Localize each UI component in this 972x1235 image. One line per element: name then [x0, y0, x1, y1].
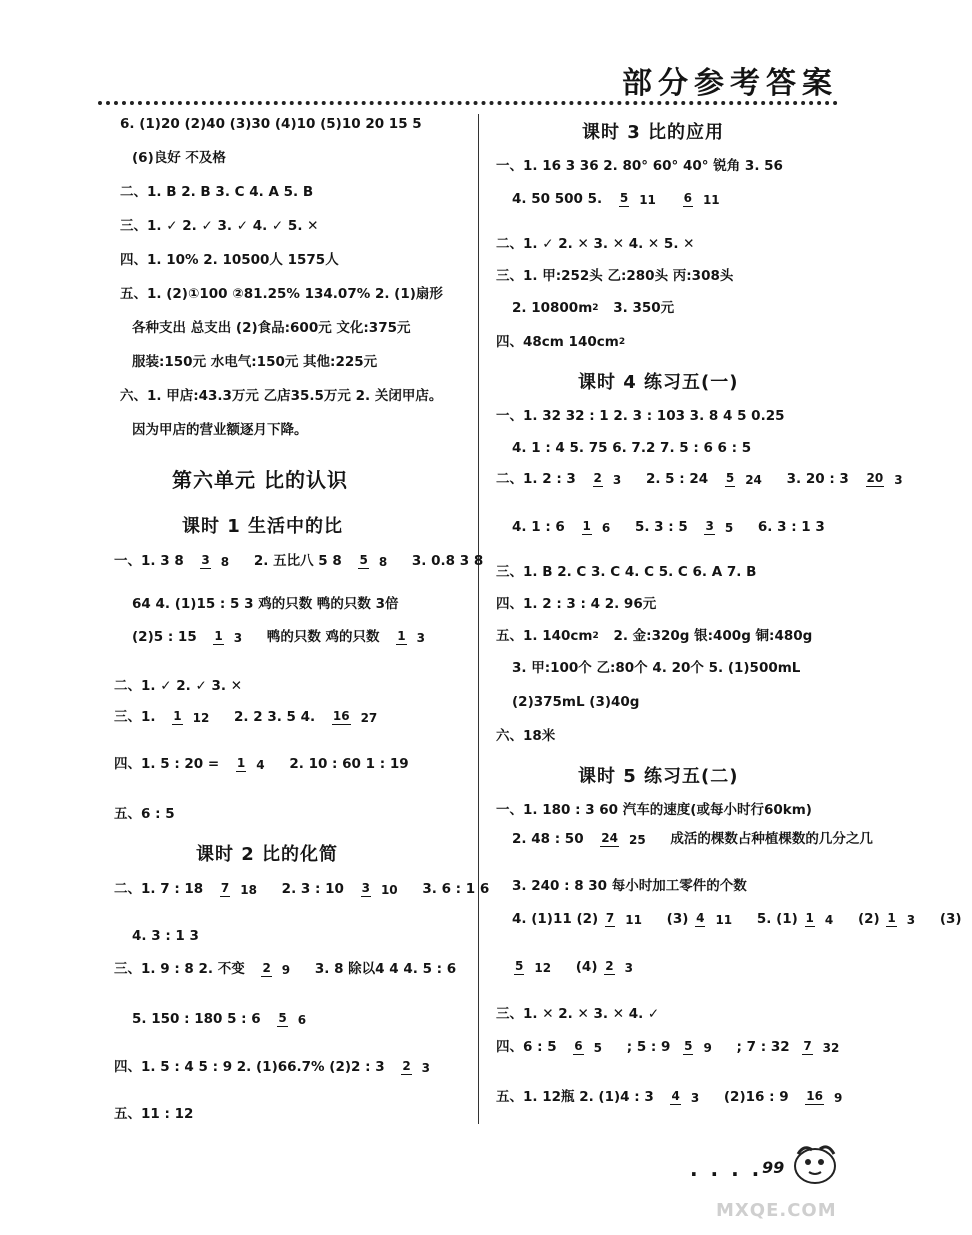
- answer-line: 3. 240 : 8 30 每小时加工零件的个数: [512, 878, 747, 894]
- answer-line: 各种支出 总支出 (2)食品:600元 文化:375元: [132, 320, 411, 336]
- answer-line: 四、1. 5 : 4 5 : 9 2. (1)66.7% (2)2 : 3 2 3: [114, 1060, 450, 1075]
- answer-line: 六、1. 甲店:43.3万元 乙店35.5万元 2. 关闭甲店。: [120, 388, 443, 404]
- answer-line: 三、1. ✕ 2. ✕ 3. ✕ 4. ✓: [496, 1006, 660, 1022]
- answer-line: 六、18米: [496, 728, 556, 744]
- fraction-1-3: 1 3: [397, 629, 425, 645]
- answer-line: 4. 3 : 1 3: [132, 928, 199, 944]
- fraction-5-9: 5 9: [684, 1039, 712, 1055]
- mascot-icon: [790, 1140, 840, 1186]
- fraction-1-12: 1 12: [173, 709, 210, 725]
- fraction-1-4: 1 4: [805, 911, 834, 927]
- answer-line: 服装:150元 水电气:150元 其他:225元: [132, 354, 378, 370]
- answer-line: (2)375mL (3)40g: [512, 694, 640, 710]
- answer-line: 三、1. 甲:252头 乙:280头 丙:308头: [496, 268, 734, 284]
- answer-line: 5 12 (4) 2 3: [512, 960, 653, 975]
- unit-title: 第六单元 比的认识: [172, 468, 348, 492]
- fraction-5-8: 5 8: [359, 553, 388, 569]
- fraction-6-11: 6 11: [683, 191, 720, 207]
- answer-line: 5. 150 : 180 5 : 6 5 6: [132, 1012, 326, 1027]
- fraction-3-8: 3 8: [201, 553, 230, 569]
- answer-line: 3. 甲:100个 乙:80个 4. 20个 5. (1)500mL: [512, 660, 801, 676]
- fraction-7-11: 7 11: [605, 911, 642, 927]
- fraction-1-3: 1 3: [214, 629, 243, 645]
- fraction-2-3: 2 3: [605, 959, 633, 975]
- answer-line: (2)5 : 15 1 3 鸭的只数 鸡的只数 1 3: [132, 630, 445, 645]
- footer-dots: · · · ·: [690, 1162, 763, 1186]
- fraction-6-5: 6 5: [574, 1039, 603, 1055]
- answer-line: 二、1. B 2. B 3. C 4. A 5. B: [120, 184, 314, 200]
- fraction-5-11: 5 11: [619, 191, 656, 207]
- fraction-2-3: 2 3: [593, 471, 622, 487]
- answer-line: 三、1. 9 : 8 2. 不变 2 9 3. 8 除以4 4 4. 5 : 6: [114, 960, 457, 977]
- answer-line: 4. (1)11 (2) 7 11 (3) 4 11 5. (1) 1 4 (2) 1 3 (3): [512, 910, 962, 927]
- fraction-3-5: 3 5: [705, 519, 734, 535]
- answer-line: 五、11 : 12: [114, 1106, 194, 1122]
- answer-line: 四、6 : 5 6 5 ; 5 : 9 5 9 ; 7 : 32 7 32: [496, 1040, 859, 1055]
- answer-line: 6. (1)20 (2)40 (3)30 (4)10 (5)10 20 15 5: [120, 116, 422, 132]
- fraction-16-27: 16 27: [332, 709, 378, 725]
- fraction-24-25: 24 25: [601, 831, 646, 847]
- answer-line: 因为甲店的营业额逐月下降。: [132, 422, 308, 438]
- lesson-title: 课时 1 生活中的比: [182, 516, 344, 537]
- fraction-16-9: 16 9: [806, 1089, 843, 1105]
- fraction-4-11: 4 11: [696, 911, 733, 927]
- fraction-2-3: 2 3: [402, 1059, 431, 1075]
- answer-line: 2. 48 : 50 24 25 成活的棵数占种植棵数的几分之几: [512, 830, 873, 847]
- fraction-7-18: 7 18: [220, 881, 257, 897]
- fraction-1-6: 1 6: [582, 519, 611, 535]
- answer-line: 一、1. 16 3 36 2. 80° 60° 40° 锐角 3. 56: [496, 158, 783, 174]
- lesson-title: 课时 5 练习五(二): [578, 766, 739, 787]
- answer-line: 64 4. (1)15 : 5 3 鸡的只数 鸭的只数 3倍: [132, 596, 399, 612]
- answer-line: 4. 1 : 4 5. 75 6. 7.2 7. 5 : 6 6 : 5: [512, 440, 752, 456]
- fraction-5-24: 5 24: [725, 471, 762, 487]
- answer-line: 四、48cm 140cm2: [496, 334, 626, 350]
- column-divider: [478, 114, 479, 1124]
- fraction-3-10: 3 10: [361, 881, 398, 897]
- page-footer: [690, 1140, 890, 1230]
- page-number: 99: [762, 1158, 785, 1177]
- answer-line: 一、1. 3 8 3 8 2. 五比八 5 8 5 8 3. 0.8 3 8: [114, 552, 484, 569]
- fraction-4-3: 4 3: [671, 1089, 700, 1105]
- answer-line: 三、1. 1 12 2. 2 3. 5 4. 16 27: [114, 710, 397, 725]
- lesson-title: 课时 2 比的化简: [196, 844, 339, 865]
- answer-line: 五、1. 140cm2 2. 金:320g 银:400g 铜:480g: [496, 628, 813, 644]
- fraction-5-6: 5 6: [278, 1011, 307, 1027]
- lesson-title: 课时 3 比的应用: [582, 122, 725, 143]
- answer-line: 五、1. (2)①100 ②81.25% 134.07% 2. (1)扇形: [120, 286, 443, 302]
- answer-line: 五、6 : 5: [114, 806, 175, 822]
- answer-line: 4. 1 : 6 1 6 5. 3 : 5 3 5 6. 3 : 1 3: [512, 518, 825, 535]
- fraction-20-3: 20 3: [866, 471, 903, 487]
- answer-line: 一、1. 32 32 : 1 2. 3 : 103 3. 8 4 5 0.25: [496, 408, 785, 424]
- answer-line: 一、1. 180 : 3 60 汽车的速度(或每小时行60km): [496, 802, 812, 818]
- answer-line: 四、1. 2 : 3 : 4 2. 96元: [496, 596, 657, 612]
- answer-line: (6)良好 不及格: [132, 150, 226, 166]
- lesson-title: 课时 4 练习五(一): [578, 372, 739, 393]
- header-dotted-rule: [98, 101, 838, 105]
- answer-line: 三、1. ✓ 2. ✓ 3. ✓ 4. ✓ 5. ✕: [120, 218, 319, 234]
- fraction-7-32: 7 32: [803, 1039, 840, 1055]
- fraction-5-12: 5 12: [515, 959, 552, 975]
- answer-line: 4. 50 500 5. 5 11 6 11: [512, 192, 740, 207]
- answer-line: 四、1. 10% 2. 10500人 1575人: [120, 252, 339, 268]
- answer-line: 二、1. 7 : 18 7 18 2. 3 : 10 3 10 3. 6 : 1 6: [114, 880, 490, 897]
- page-header-title: 部分参考答案: [622, 66, 838, 101]
- answer-line: 三、1. B 2. C 3. C 4. C 5. C 6. A 7. B: [496, 564, 757, 580]
- fraction-1-4: 1 4: [236, 756, 265, 772]
- answer-line: 五、1. 12瓶 2. (1)4 : 3 4 3 (2)16 : 9 16 9: [496, 1090, 862, 1105]
- answer-line: 二、1. ✓ 2. ✓ 3. ✕: [114, 678, 242, 694]
- fraction-1-3: 1 3: [887, 911, 916, 927]
- answer-line: 二、1. ✓ 2. ✕ 3. ✕ 4. ✕ 5. ✕: [496, 236, 695, 252]
- answer-line: 2. 10800m2 3. 350元: [512, 300, 675, 316]
- answer-line: 四、1. 5 : 20 = 1 4 2. 10 : 60 1 : 19: [114, 755, 409, 772]
- watermark-text: MXQE.COM: [716, 1200, 837, 1221]
- fraction-2-9: 2 9: [262, 961, 291, 977]
- answer-line: 二、1. 2 : 3 2 3 2. 5 : 24 5 24 3. 20 : 3 20 3: [496, 472, 923, 487]
